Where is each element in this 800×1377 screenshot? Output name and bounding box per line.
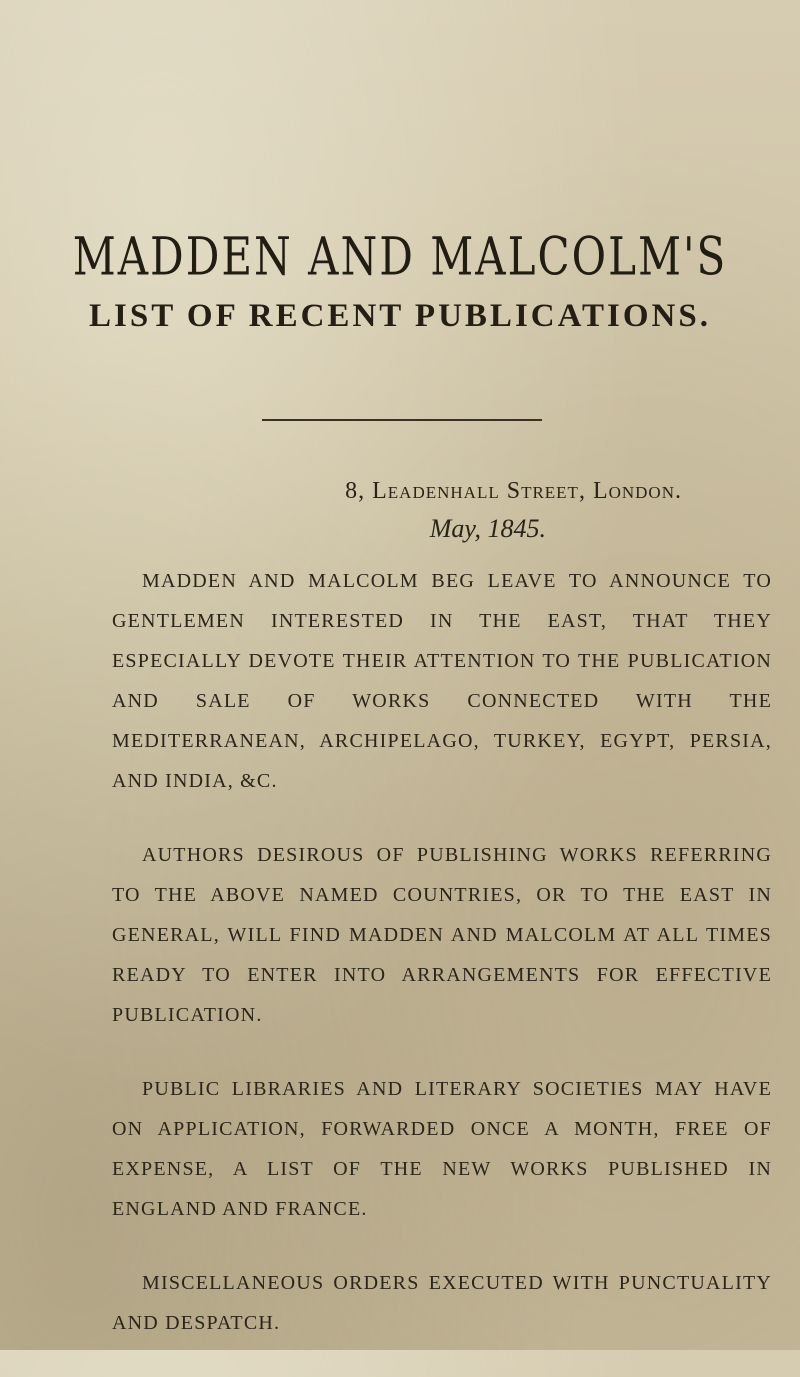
paragraph-orders: MISCELLANEOUS ORDERS EXECUTED WITH PUNCTUALITY AND DESPATCH. bbox=[112, 1272, 772, 1334]
date-line: May, 1845. bbox=[429, 514, 546, 543]
page-title: LIST OF RECENT PUBLICATIONS. bbox=[89, 298, 711, 334]
body-text bbox=[112, 561, 772, 1377]
paragraph-authors: AUTHORS DESIROUS OF PUBLISHING WORKS REFERRING TO THE ABOVE NAMED COUNTRIES, OR TO THE EAST IN GENERAL, WILL FIND MADDEN AND MALCOLM AT ALL TIMES READY TO ENTER INTO ARRANGEMENTS FOR EFFECTIVE PUBLICATION. bbox=[112, 844, 772, 1026]
paragraph-libraries: PUBLIC LIBRARIES AND LITERARY SOCIETIES MAY HAVE ON APPLICATION, FORWARDED ONCE A MONTH, FREE OF EXPENSE, A LIST OF THE NEW WORKS PUBLISHED IN ENGLAND AND FRANCE. bbox=[112, 1078, 772, 1220]
address-line: 8, Leadenhall Street, London. bbox=[345, 478, 682, 504]
paragraph-announcement: MADDEN AND MALCOLM BEG LEAVE TO ANNOUNCE TO GENTLEMEN INTERESTED IN THE EAST, THAT THEY ESPECIALLY DEVOTE THEIR ATTENTION TO THE PUBLICATION AND SALE OF WORKS CONNECTED WITH THE MEDITERRANEAN, ARCHIPELAGO, TURKEY, EGYPT, PERSIA, AND INDIA, &C. bbox=[112, 570, 772, 792]
publisher-heading: MADDEN AND MALCOLM'S bbox=[72, 225, 728, 288]
divider-rule bbox=[262, 419, 542, 421]
